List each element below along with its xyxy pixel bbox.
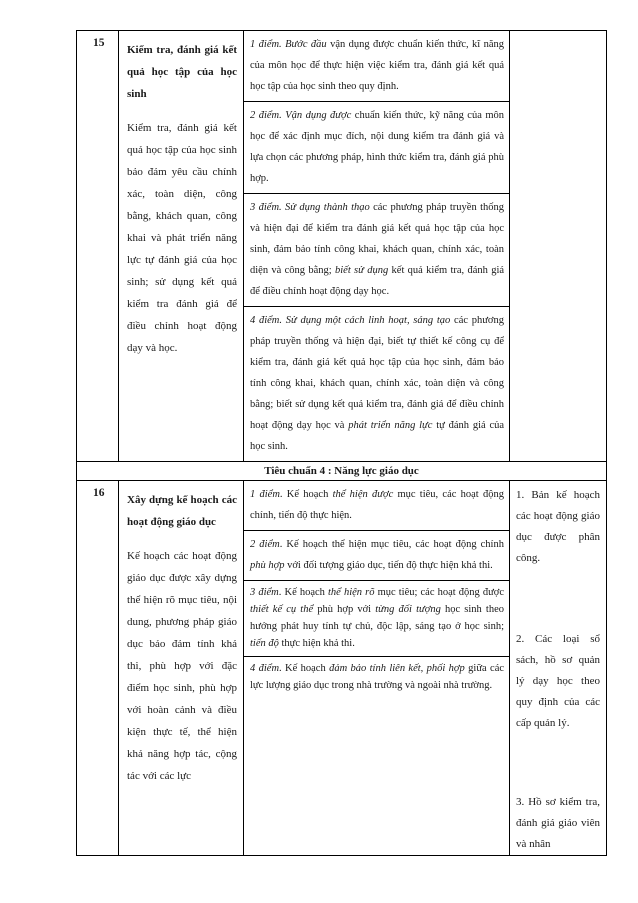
evidence-cell-empty (510, 31, 607, 462)
standard-title: Tiêu chuẩn 4 : Năng lực giáo dục (77, 462, 607, 481)
level-lead-4: tiến độ (250, 638, 279, 649)
level-text: các phương pháp truyền thống và hiện đại để kiểm tra đánh giá kết quả học tập của học sinh, đảm bảo tính công khai, khách quan, chính xác, toàn diện và công bằng; (250, 202, 504, 276)
level-lead: Sử dụng thành thạo (285, 202, 370, 213)
level-label: 2 điểm (250, 539, 280, 550)
level-text-2: kết quả kiểm tra, đánh giá để điều chỉnh hoạt động dạy học. (250, 265, 505, 297)
levels-cell (244, 31, 510, 462)
level-mid: . Kế hoạch (279, 663, 326, 674)
criteria-table (76, 30, 607, 856)
level-mid: . Kế hoạch (278, 587, 325, 598)
level-text: chuẩn kiến thức, kỹ năng của môn học để xác định mục đích, nội dung kiểm tra đánh giá và lựa chọn các phương pháp, hình thức kiểm tra, đánh giá phù hợp. (250, 110, 505, 184)
criterion-title: Kiểm tra, đánh giá kết quả học tập của học sinh (127, 44, 237, 100)
level-mid: . Kế hoạch (279, 489, 329, 500)
level-text: mục tiêu, các hoạt động chính, tiến độ thực hiện. (250, 489, 504, 521)
level-lead: đảm bảo tính liên kết, phối hợp (329, 663, 465, 674)
level-text-2: tự đánh giá của học sinh. (250, 420, 505, 452)
level-3 (244, 581, 509, 657)
level-text: mục tiêu; các hoạt động được (377, 587, 505, 598)
level-text-2: phù hợp với (317, 604, 372, 615)
level-lead-3: từng đối tượng (375, 604, 441, 615)
evidence-item-3: 3. Hồ sơ kiểm tra, đánh giá giáo viên và nhân (516, 796, 600, 850)
evidence-item-1: 1. Bản kế hoạch các hoạt động giáo dục được phân công. (516, 489, 600, 564)
level-2 (244, 531, 509, 581)
level-lead: Bước đầu (285, 39, 327, 50)
level-4 (244, 657, 509, 698)
level-4 (244, 307, 509, 461)
standard-row (77, 462, 607, 481)
level-text: các phương pháp truyền thống và hiện đại, biết tự thiết kế công cụ để kiểm tra, đánh giá kết quả học tập của học sinh, đảm bảo tính công khai, khách quan, chính xác, toàn diện và công bằng; biết sử dụng kết quả kiểm tra, đánh giá để điều chỉnh hoạt động dạy học và (250, 315, 504, 431)
level-text-4: thực hiện khả thi. (281, 638, 355, 649)
level-lead: Sử dụng một cách linh hoạt, sáng tạo (285, 315, 451, 326)
level-text: giữa các lực lượng giáo dục trong nhà trường và ngoài nhà trường. (250, 663, 505, 691)
level-2 (244, 102, 509, 194)
level-label: 3 điểm. (250, 202, 282, 213)
row-number: 15 (77, 31, 119, 462)
level-label: 4 điểm. (250, 315, 283, 326)
level-lead-2: phát triển năng lực (348, 420, 433, 431)
criterion-cell (119, 31, 244, 462)
level-lead: thể hiện được (332, 489, 394, 500)
table-row-15 (77, 31, 607, 462)
level-lead: phù hợp (250, 560, 285, 571)
levels-cell (244, 481, 510, 856)
level-label: 1 điểm (250, 489, 280, 500)
criterion-description: Kiểm tra, đánh giá kết quả học tập của học sinh bảo đảm yêu cầu chính xác, toàn diện, công bằng, khách quan, công khai và phát triển năng lực tự đánh giá của học sinh; sử dụng kết quả kiểm tra đánh giá để điều chỉnh hoạt động dạy và học. (127, 122, 237, 354)
level-lead-2: thiết kế cụ thể (250, 604, 314, 615)
level-1 (244, 31, 509, 102)
row-number: 16 (77, 481, 119, 856)
level-text-3: học sinh theo hướng phát huy tính tự chủ, độc lập, sáng tạo ở học sinh; (250, 604, 504, 632)
level-3 (244, 194, 509, 307)
criterion-description: Kế hoạch các hoạt động giáo dục được xây dựng thể hiện rõ mục tiêu, nội dung, phương pháp giáo dục bảo đảm tính khả thi, phù hợp với đặc điểm học sinh, phù hợp với hoàn cảnh và điều kiện thực tế, thể hiện khả năng hợp tác, cộng tác với các lực (127, 550, 237, 782)
evidence-cell (510, 481, 607, 856)
level-lead: thể hiện rõ (328, 587, 375, 598)
level-1 (244, 481, 509, 531)
level-lead-2: biết sử dụng (335, 265, 389, 276)
level-label: 3 điểm (250, 587, 279, 598)
level-mid: . Kế hoạch thể hiện mục tiêu, các hoạt động chính (279, 539, 504, 550)
evidence-item-2: 2. Các loại sổ sách, hồ sơ quản lý dạy học theo quy định của các cấp quản lý. (516, 633, 600, 729)
level-label: 1 điểm. (250, 39, 282, 50)
level-label: 4 điểm (250, 663, 280, 674)
criterion-cell (119, 481, 244, 856)
level-text: vận dụng được chuẩn kiến thức, kĩ năng của môn học để thực hiện việc kiểm tra, đánh giá kết quả học tập của học sinh theo quy định. (250, 39, 505, 92)
level-label: 2 điểm. (250, 110, 282, 121)
level-text: với đối tượng giáo dục, tiến độ thực hiện khả thi. (287, 560, 493, 571)
criterion-title: Xây dựng kế hoạch các hoạt động giáo dục (127, 494, 237, 528)
table-row-16 (77, 481, 607, 856)
level-lead: Vận dụng được (285, 110, 352, 121)
